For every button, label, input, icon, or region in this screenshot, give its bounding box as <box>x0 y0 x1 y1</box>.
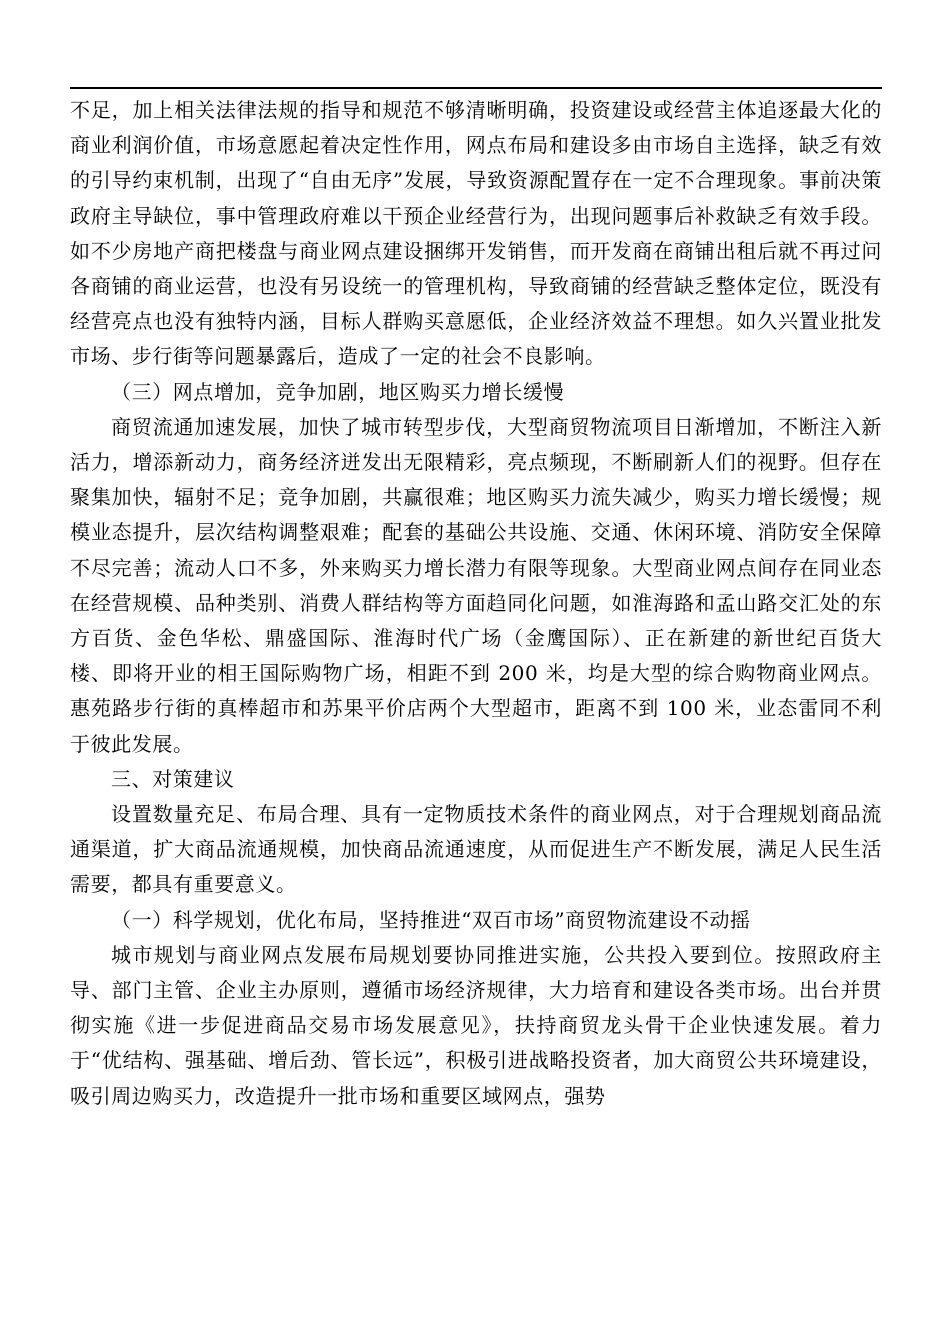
section-heading-network-competition: （三）网点增加，竞争加剧，地区购买力增长缓慢 <box>111 379 565 404</box>
header-rule <box>70 87 882 89</box>
paragraph-network-competition: 商贸流通加速发展，加快了城市转型步伐，大型商贸物流项目日渐增加，不断注入新活力，增添新动力，商务经济迸发出无限精彩，亮点频现，不断刷新人们的视野。但存在聚集加快，辐射不足；竞争加剧，共赢很难；地区购买力流失减少，购买力增长缓慢；规模业态提升，层次结构调整艰难；配套的基础公共设施、交通、休闲环境、消防安全保障不尽完善；流动人口不多，外来购买力增长潜力有限等现象。大型商业网点间存在同业态在经营规模、品种类别、消费人群结构等方面趋同化问题，如淮海路和孟山路交汇处的东方百货、金色华松、鼎盛国际、淮海时代广场（金鹰国际）、正在新建的新世纪百货大楼、即将开业的相王国际购物广场，相距不到 200 米，均是大型的综合购物商业网点。惠苑路步行街的真棒超市和苏果平价店两个大型超市，距离不到 100 米，业态雷同不利于彼此发展。 <box>70 414 882 756</box>
document-body <box>70 93 882 1114</box>
paragraph-continuation: 不足，加上相关法律法规的指导和规范不够清晰明确，投资建设或经营主体追逐最大化的商业利润价值，市场意愿起着决定性作用，网点布局和建设多由市场自主选择，缺乏有效的引导约束机制，出现了“自由无序”发展，导致资源配置存在一定不合理现象。事前决策政府主导缺位，事中管理政府难以干预企业经营行为，出现问题事后补救缺乏有效手段。如不少房地产商把楼盘与商业网点建设捆绑开发销售，而开发商在商铺出租后就不再过问各商铺的商业运营，也没有另设统一的管理机构，导致商铺的经营缺乏整体定位，既没有经营亮点也没有独特内涵，目标人群购买意愿低，企业经济效益不理想。如久兴置业批发市场、步行街等问题暴露后，造成了一定的社会不良影响。 <box>70 98 882 369</box>
section-heading-planning: （一）科学规划，优化布局，坚持推进“双百市场”商贸物流建设不动摇 <box>111 907 751 932</box>
paragraph-suggestions-intro: 设置数量充足、布局合理、具有一定物质技术条件的商业网点，对于合理规划商品流通渠道，扩大商品流通规模，加快商品流通速度，从而促进生产不断发展，满足人民生活需要，都具有重要意义。 <box>70 802 882 897</box>
document-page <box>70 0 882 1344</box>
section-heading-suggestions: 三、对策建议 <box>111 766 235 791</box>
paragraph-planning: 城市规划与商业网点发展布局规划要协同推进实施，公共投入要到位。按照政府主导、部门主管、企业主办原则，遵循市场经济规律，大力培育和建设各类市场。出台并贯彻实施《进一步促进商品交易市场发展意见》，扶持商贸龙头骨干企业快速发展。着力于“优结构、强基础、增后劲、管长远”，积极引进战略投资者，加大商贸公共环境建设，吸引周边购买力，改造提升一批市场和重要区域网点，强势 <box>70 942 882 1108</box>
